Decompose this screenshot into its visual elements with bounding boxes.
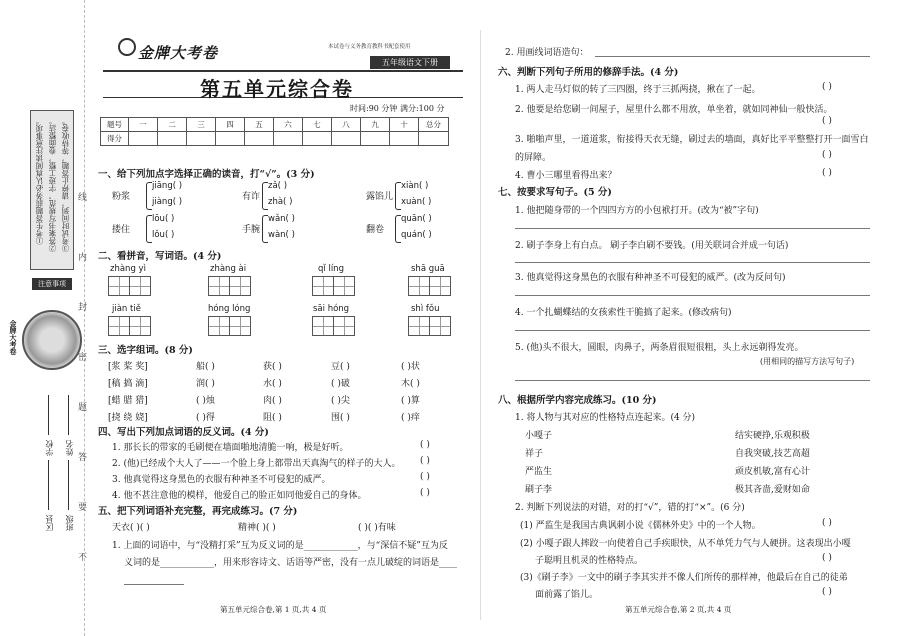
q4-item: 2. (他)已经成个大人了——一个脸上身上都带出天真淘气的样子的大人。	[112, 459, 401, 469]
score-input[interactable]	[187, 132, 216, 146]
q7-item: 5. (他)头不很大，圆眼，肉鼻子，两条眉很短很粗，头上永远剃得发亮。	[515, 343, 804, 353]
q1-option[interactable]: wǎn( )	[268, 214, 295, 224]
q3-item[interactable]: 肉( )	[263, 396, 282, 406]
bind-char: 不	[78, 553, 88, 563]
q3-item[interactable]: 水( )	[263, 379, 282, 389]
binding-strip	[0, 0, 88, 636]
q6-item: 2. 他要是给您刷一间屋子，屋里什么都不用放，单坐着，就如同神仙一般快活。	[515, 105, 833, 115]
q5-answer-line[interactable]	[124, 584, 184, 585]
q3-item[interactable]: 豆( )	[331, 362, 350, 372]
score-input[interactable]	[303, 132, 332, 146]
q2-answer-boxes[interactable]	[312, 276, 354, 296]
q7-answer-line[interactable]	[515, 262, 870, 263]
brand-name: 金牌大考卷	[138, 44, 219, 62]
q1-option[interactable]: quān( )	[401, 214, 432, 224]
score-cell: 四	[216, 118, 245, 132]
q1-word: 粉浆	[112, 192, 131, 202]
q4-answer[interactable]: ( )	[420, 440, 430, 450]
q1-word: 搂住	[112, 225, 131, 235]
q6-answer[interactable]: ( )	[822, 168, 832, 178]
publisher-note: 本试卷与义务教育教科书配套使用	[328, 44, 411, 50]
score-cell: 三	[187, 118, 216, 132]
q5-sub2: 2. 用画线词语造句：	[505, 48, 589, 58]
q3-item[interactable]: 船( )	[196, 362, 215, 372]
q5-word[interactable]: 天衣( )( )	[112, 523, 150, 533]
score-table	[100, 117, 449, 146]
q3-group: [稿 搞 滴]	[108, 379, 148, 389]
q8-trait[interactable]: 结实硬挣,乐观积极	[735, 431, 810, 441]
q8-judge: (3)《刷子李》一文中的刷子李其实并不像人们所传的那样神，他最后在自己的徒弟	[520, 573, 848, 583]
score-header-row	[101, 118, 449, 132]
score-cell: 七	[303, 118, 332, 132]
rule-2: ②答案书写规范，字迹工整，卷面整洁。	[48, 117, 57, 252]
q1-word: 翻卷	[366, 225, 385, 235]
q1-option[interactable]: xuàn( )	[401, 197, 432, 207]
q2-answer-boxes[interactable]	[108, 316, 150, 336]
page-footer: 第五单元综合卷,第 1 页,共 4 页	[220, 605, 327, 614]
brand-logo-icon	[118, 38, 136, 56]
q8-trait[interactable]: 顽皮机敏,富有心计	[735, 467, 810, 477]
seal-text: 金牌大考卷	[9, 320, 18, 355]
score-cell: 题号	[101, 118, 129, 132]
score-input[interactable]	[361, 132, 390, 146]
q8-answer[interactable]: ( )	[822, 553, 832, 563]
q7-item: 2. 刷子李身上有白点。 刷子李白刷不要钱。(用关联词合并成一句话)	[515, 241, 789, 251]
q7-title: 七、按要求写句子。(5 分)	[498, 187, 612, 198]
q8-person[interactable]: 严监生	[525, 467, 553, 477]
field-school-line[interactable]	[48, 395, 49, 435]
q5-word[interactable]: 精神( )( )	[238, 523, 276, 533]
q4-title: 四、写出下列加点词语的反义词。(4 分)	[98, 427, 269, 438]
q8-trait[interactable]: 自我突破,技艺高超	[735, 449, 810, 459]
q7-answer-line[interactable]	[515, 228, 870, 229]
q8-answer[interactable]: ( )	[822, 518, 832, 528]
q1-option[interactable]: jiāng( )	[152, 181, 183, 191]
q3-group: [蜡 腊 猎]	[108, 396, 148, 406]
page-footer: 第五单元综合卷,第 2 页,共 4 页	[625, 605, 732, 614]
q7-note: (用相同的描写方法写句子)	[760, 357, 855, 366]
time-info: 时间:90 分钟 满分:100 分	[350, 104, 445, 113]
q4-item: 4. 他不甚注意他的模样，他爱自己的脸正如同他爱自己的身体。	[112, 491, 367, 501]
q3-item[interactable]: 木( )	[401, 379, 420, 389]
q1-word: 手腕	[242, 225, 261, 235]
q2-answer-boxes[interactable]	[408, 276, 450, 296]
q1-option[interactable]: zhà( )	[268, 197, 293, 207]
score-cell: 六	[274, 118, 303, 132]
q3-item[interactable]: ( )痒	[401, 413, 420, 423]
page-divider	[480, 30, 481, 620]
bind-char: 内	[78, 253, 88, 263]
q5-sub2-line[interactable]	[595, 56, 870, 57]
q1-option[interactable]: jiàng( )	[152, 197, 183, 207]
q6-answer[interactable]: ( )	[822, 150, 832, 160]
q1-word: 有诈	[242, 192, 261, 202]
score-input[interactable]	[274, 132, 303, 146]
q8-person[interactable]: 祥子	[525, 449, 544, 459]
q2-pinyin: hóng lóng	[208, 304, 251, 314]
q8-judge: (1) 严监生是我国古典讽刺小说《儒林外史》中的一个人物。	[520, 521, 761, 531]
field-class-label: 班级	[65, 515, 74, 531]
q7-item: 4. 一个扎蝴蝶结的女孩索性干脆搞了起来。(修改病句)	[515, 308, 732, 318]
q3-item[interactable]: ( )破	[331, 379, 350, 389]
q2-answer-boxes[interactable]	[312, 316, 354, 336]
grade-tag: 五年级语文下册	[370, 56, 450, 69]
q5-title: 五、把下列词语补充完整，再完成练习。(7 分)	[98, 506, 298, 517]
q3-item[interactable]: ( )烛	[196, 396, 215, 406]
bind-char: 密	[78, 353, 88, 363]
q6-answer[interactable]: ( )	[822, 116, 832, 126]
instructions-box	[30, 110, 74, 270]
q7-answer-line[interactable]	[515, 330, 870, 331]
q2-title: 二、看拼音，写词语。(4 分)	[98, 251, 222, 262]
q2-pinyin: sāi hóng	[313, 304, 350, 314]
q2-pinyin: zhàng yì	[110, 264, 146, 274]
q7-answer-line[interactable]	[515, 380, 870, 381]
q4-answer[interactable]: ( )	[420, 472, 430, 482]
field-class-line[interactable]	[68, 460, 69, 510]
score-cell: 九	[361, 118, 390, 132]
q5-word[interactable]: ( )( )有味	[358, 523, 396, 533]
field-district-label: 区县	[45, 515, 54, 531]
score-cell: 十	[390, 118, 419, 132]
q8-person[interactable]: 小嘎子	[525, 431, 553, 441]
q3-group: [浆 桨 奖]	[108, 362, 148, 372]
q6-item: 的屏障。	[515, 153, 552, 163]
field-district-line[interactable]	[48, 460, 49, 510]
q7-answer-line[interactable]	[515, 295, 870, 296]
q3-title: 三、选字组词。(8 分)	[98, 345, 193, 356]
score-cell: 一	[129, 118, 158, 132]
q3-group: [挠 绕 娆]	[108, 413, 148, 423]
q3-item[interactable]: ( )算	[401, 396, 420, 406]
q2-answer-boxes[interactable]	[408, 316, 450, 336]
q8-judge: 子聪明且机灵的性格特点。	[535, 556, 644, 566]
q1-title: 一、给下列加点字选择正确的读音，打“√”。(3 分)	[98, 169, 315, 180]
score-cell: 二	[158, 118, 187, 132]
q1-option[interactable]: zǎ( )	[268, 181, 288, 191]
q6-title: 六、判断下列句子所用的修辞手法。(4 分)	[498, 67, 679, 78]
score-entry-row	[101, 132, 449, 146]
score-input[interactable]	[390, 132, 419, 146]
bind-char: 封	[78, 303, 88, 313]
q6-item: 1. 两人走马灯似的转了三四圈，终于三抓两挠，揪在了一起。	[515, 85, 761, 95]
q3-item[interactable]: ( )尖	[331, 396, 350, 406]
q8-judge: 面前露了馅儿。	[535, 590, 599, 600]
score-cell: 总分	[419, 118, 449, 132]
q5-text: 义词的是____________，用来形容诗文、话语等严密，没有一点儿破绽的词语是____	[124, 558, 458, 568]
q2-pinyin: shì fǒu	[411, 304, 440, 314]
score-input[interactable]	[216, 132, 245, 146]
q3-item[interactable]: 润( )	[196, 379, 215, 389]
q8-sub2: 2. 判断下列说法的对错，对的打“√”，错的打“×”。(6 分)	[515, 503, 745, 513]
q5-text: 1. 上面的词语中，与“没精打采”互为反义词的是____________，与“深信不疑”互为反	[112, 541, 448, 551]
q2-pinyin: qǐ líng	[318, 264, 344, 274]
q4-answer[interactable]: ( )	[420, 488, 430, 498]
score-cell: 八	[332, 118, 361, 132]
q4-item: 3. 他真觉得这身黑色的衣服有种神圣不可侵犯的威严。	[112, 475, 331, 485]
q2-answer-boxes[interactable]	[208, 316, 250, 336]
q2-pinyin: jiàn tiě	[112, 304, 141, 314]
field-school-label: 学校	[45, 440, 54, 456]
q8-trait[interactable]: 极其吝啬,爱财如命	[735, 485, 810, 495]
score-row-label: 得分	[101, 132, 129, 146]
bind-char: 线	[78, 193, 88, 203]
field-name-label: 姓名	[65, 440, 74, 456]
q6-item: 4. 曹小三哪里看得出来？	[515, 171, 617, 181]
q1-option[interactable]: lǒu( )	[152, 230, 175, 240]
score-input[interactable]	[158, 132, 187, 146]
rule-1: ①考生答题前务必认真阅读注意事项。	[35, 117, 44, 245]
score-input[interactable]	[245, 132, 274, 146]
q1-word: 露馅儿	[366, 192, 394, 202]
q7-item: 3. 他真觉得这身黑色的衣服有种神圣不可侵犯的威严。(改为反问句)	[515, 273, 786, 283]
score-cell: 五	[245, 118, 274, 132]
q8-sub1: 1. 将人物与其对应的性格特点连起来。(4 分)	[515, 413, 696, 423]
q8-judge: (2) 小嘎子跟人摔跤一向使着自己手疾眼快，从不单凭力气与人硬拼。这表现出小嘎	[520, 539, 851, 549]
q1-option[interactable]: wàn( )	[268, 230, 295, 240]
q2-answer-boxes[interactable]	[208, 276, 250, 296]
q2-pinyin: zhàng ài	[210, 264, 247, 274]
score-input[interactable]	[332, 132, 361, 146]
bind-char: 题	[78, 403, 88, 413]
q4-item: 1. 那长长的带家的毛刷便在墙面啪地清脆一响，极是好听。	[112, 443, 349, 453]
q8-answer[interactable]: ( )	[822, 587, 832, 597]
rule-3: ③考试时间到，请停止答题，等待收卷。	[61, 117, 70, 252]
bind-char: 要	[78, 503, 88, 513]
page-title: 第五单元综合卷	[200, 77, 354, 101]
notice-badge: 注意事项	[32, 278, 72, 290]
q1-option[interactable]: xiàn( )	[401, 181, 429, 191]
q2-answer-boxes[interactable]	[108, 276, 150, 296]
q3-item[interactable]: 获( )	[263, 362, 282, 372]
q3-item[interactable]: 阻( )	[263, 413, 282, 423]
q6-answer[interactable]: ( )	[822, 82, 832, 92]
score-input[interactable]	[129, 132, 158, 146]
q7-item: 1. 他把随身带的一个四四方方的小包袱打开。(改为“被”字句)	[515, 206, 759, 216]
q1-option[interactable]: quán( )	[401, 230, 432, 240]
q8-title: 八、根据所学内容完成练习。(10 分)	[498, 395, 657, 406]
q4-answer[interactable]: ( )	[420, 456, 430, 466]
bind-char: 答	[78, 453, 88, 463]
field-name-line[interactable]	[68, 395, 69, 435]
q1-option[interactable]: lōu( )	[152, 214, 175, 224]
q8-person[interactable]: 刷子李	[525, 485, 553, 495]
q3-item[interactable]: 围( )	[331, 413, 350, 423]
q3-item[interactable]: ( )得	[196, 413, 215, 423]
q2-pinyin: shā guā	[411, 264, 445, 274]
q6-item: 3. 啪啪声里，一道道浆，衔接得天衣无缝，刷过去的墙面，真好比平平整整打开一面雪白	[515, 135, 869, 145]
seal-logo-icon	[22, 310, 82, 370]
score-input[interactable]	[419, 132, 449, 146]
q3-item[interactable]: ( )状	[401, 362, 420, 372]
